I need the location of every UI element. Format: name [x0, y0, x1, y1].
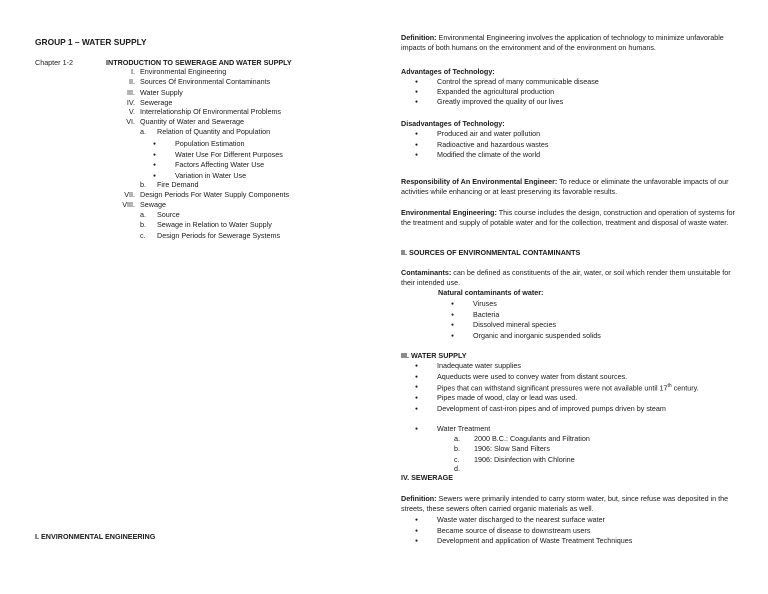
water-supply-item: ● Pipes made of wood, clay or lead was used. [437, 393, 577, 402]
advantages-heading: Advantages of Technology: [401, 67, 495, 76]
treatment-item: 1906: Disinfection with Chlorine [474, 455, 575, 464]
contaminants-label: Contaminants: [401, 268, 452, 277]
env-eng-label: Environmental Engineering: [401, 208, 497, 217]
sewerage-item: ● Waste water discharged to the nearest surface water [437, 515, 605, 524]
environmental-engineering-paragraph [401, 208, 741, 228]
outline-sub-item: Sewage in Relation to Water Supply [157, 220, 272, 229]
outline-sub-item: Design Periods for Sewerage Systems [157, 231, 281, 240]
outline-sub-item: Source [157, 210, 180, 219]
water-supply-item [437, 382, 699, 392]
treatment-item: 2000 B.C.: Coagulants and Filtration [474, 434, 590, 443]
pipes-end: century. [671, 383, 699, 393]
outline-bullet: ● Variation in Water Use [175, 171, 246, 180]
sewerage-item: ● Development and application of Waste Treatment Techniques [437, 536, 632, 545]
sewerage-definition-label: Definition: [401, 494, 437, 503]
natural-contaminants-heading: Natural contaminants of water: [438, 288, 544, 297]
contaminants-text: can be defined as constituents of the air, water, or soil which render them unsuitable for their intended use. [401, 268, 731, 287]
definition-paragraph [401, 33, 741, 53]
outline-bullet: ● Water Use For Different Purposes [175, 150, 283, 159]
treatment-num: d. [454, 464, 460, 473]
water-supply-item: ● Development of cast-iron pipes and of improved pumps driven by steam [437, 404, 666, 413]
water-treatment-item: ● Water Treatment [437, 424, 490, 433]
definition-label: Definition: [401, 33, 437, 42]
treatment-num: b. [454, 444, 460, 453]
advantage-item: ● Control the spread of many communicable disease [437, 77, 599, 86]
advantage-item: ● Greatly improved the quality of our lives [437, 97, 563, 106]
natural-contaminant-item: ● Dissolved mineral species [473, 320, 556, 329]
natural-contaminant-item: ● Viruses [473, 299, 497, 308]
intro-heading: INTRODUCTION TO SEWERAGE AND WATER SUPPLY [106, 58, 292, 67]
treatment-num: a. [454, 434, 460, 443]
outline-num: VIII. [122, 200, 135, 209]
outline-num: V. [128, 107, 135, 116]
outline-item: Sewerage [140, 98, 173, 107]
pipes-text: Pipes that can withstand significant pressures were not available until 17 [437, 383, 668, 393]
advantage-item: ● Expanded the agricultural production [437, 87, 554, 96]
disadvantage-item: ● Produced air and water pollution [437, 129, 540, 138]
outline-num: VI. [126, 117, 135, 126]
sewerage-definition-paragraph [401, 494, 741, 514]
outline-bullet: ● Population Estimation [175, 139, 245, 148]
sewerage-item: ● Became source of disease to downstream users [437, 526, 590, 535]
water-supply-item: ● Aqueducts were used to convey water from distant sources. [437, 372, 627, 381]
outline-sub-item: Fire Demand [157, 180, 199, 189]
natural-contaminant-item: ● Bacteria [473, 310, 499, 319]
outline-num: VII. [124, 190, 135, 199]
outline-sub-num: c. [140, 231, 146, 240]
contaminants-paragraph [401, 268, 741, 288]
outline-sub-item: Relation of Quantity and Population [157, 127, 271, 136]
outline-item: Sources Of Environmental Contaminants [140, 77, 271, 86]
outline-item: Interrelationship Of Environmental Problems [140, 107, 282, 116]
outline-sub-num: a. [140, 210, 146, 219]
document-title: GROUP 1 – WATER SUPPLY [35, 37, 147, 47]
outline-item: Environmental Engineering [140, 67, 227, 76]
outline-bullet: ● Factors Affecting Water Use [175, 160, 264, 169]
responsibility-text: To reduce or eliminate the unfavorable impacts of our activities while enhancing or at least preserving its favorable results. [401, 177, 729, 196]
sewerage-definition-text: Sewers were primarily intended to carry storm water, but, since refuse was deposited in the streets, these sewers often carried organic materials as well. [401, 494, 729, 513]
definition-text: Environmental Engineering involves the application of technology to minimize unfavorable impacts of both humans on the environment and of the environment on humans. [401, 33, 724, 52]
disadvantage-item: ● Radioactive and hazardous wastes [437, 140, 548, 149]
pipes-superscript: th [667, 383, 672, 389]
responsibility-paragraph [401, 177, 741, 197]
outline-sub-num: a. [140, 127, 146, 136]
treatment-item: 1906: Slow Sand Filters [474, 444, 550, 453]
env-eng-text: This course includes the design, construction and operation of systems for the treatment and supply of potable water and for the collection, treatment and disposal of waste water. [401, 208, 735, 227]
outline-num: IV. [126, 98, 135, 107]
natural-contaminant-item: ● Organic and inorganic suspended solids [473, 331, 601, 340]
outline-sub-num: b. [140, 180, 146, 189]
outline-item: Quantity of Water and Sewerage [140, 117, 245, 126]
outline-num: III. [127, 88, 135, 97]
section-heading-environmental-engineering: I. ENVIRONMENTAL ENGINEERING [35, 532, 156, 541]
section-heading-contaminants: II. SOURCES OF ENVIRONMENTAL CONTAMINANTS [401, 248, 581, 257]
chapter-label: Chapter 1-2 [35, 58, 73, 67]
outline-item: Water Supply [140, 88, 183, 97]
section-heading-water-supply: III. WATER SUPPLY [401, 351, 467, 360]
outline-sub-num: b. [140, 220, 146, 229]
disadvantage-item: ● Modified the climate of the world [437, 150, 540, 159]
treatment-num: c. [454, 455, 460, 464]
water-supply-item: ● Inadequate water supplies [437, 361, 521, 370]
outline-num: I. [131, 67, 135, 76]
section-heading-sewerage: IV. SEWERAGE [401, 473, 454, 482]
outline-num: II. [129, 77, 135, 86]
outline-item: Design Periods For Water Supply Components [140, 190, 290, 199]
responsibility-label: Responsibility of An Environmental Engineer: [401, 177, 558, 186]
disadvantages-heading: Disadvantages of Technology: [401, 119, 505, 128]
outline-item: Sewage [140, 200, 166, 209]
